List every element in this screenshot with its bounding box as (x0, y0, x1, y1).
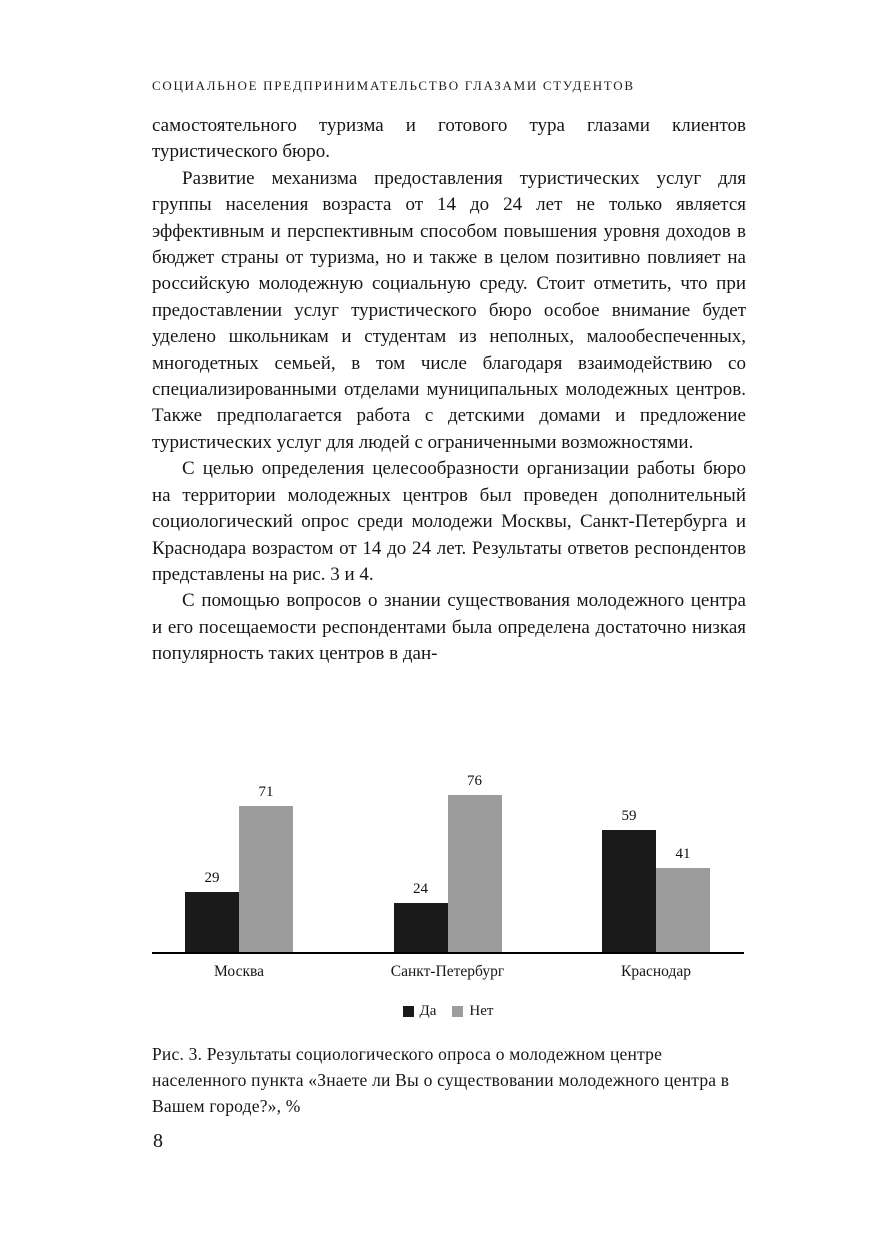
bar-rect (239, 806, 293, 952)
legend-label: Нет (469, 1003, 494, 1019)
figure-caption: Рис. 3. Результаты социологического опроса о молодежном центре населенного пункта «Знаете ли Вы о существовании молодежного центра в Вашем городе?», % (152, 1044, 730, 1116)
page-number: 8 (153, 1130, 163, 1152)
legend-item-Да (403, 1003, 437, 1020)
bar-rect (185, 892, 239, 952)
bar-Да-Москва (185, 870, 239, 952)
bar-rect (656, 868, 710, 952)
bar-Да-Краснодар (602, 808, 656, 952)
figure-3-chart (152, 770, 744, 1020)
bar-rect (394, 903, 448, 952)
bar-Нет-Краснодар (656, 846, 710, 952)
bar-rect (448, 795, 502, 952)
bar-Нет-Санкт-Петербург (448, 773, 502, 952)
body-paragraph-2: Развитие механизма предоставления туристических услуг для группы населения возраста от 14 до 24 лет не только является эффективным и перспективным способом повышения уровня доходов в бюджет страны от туризма, но и также в целом позитивно повлияет на российскую молодежную социальную среду. Стоит отметить, что при предоставлении услуг туристического бюро особое внимание будет уделено школьникам и студентам из неполных, малообеспеченных, многодетных семьей, в том числе благодаря взаимодействию со специализированными отделами муниципальных молодежных центров. Также предполагается работа с детскими домами и предложение туристических услуг для людей с ограниченными возможностями. (152, 167, 746, 453)
body-text-column (152, 113, 746, 668)
chart-category-labels (152, 954, 744, 981)
body-paragraph-3: С целью определения целесообразности организации работы бюро на территории молодежных центров был проведен дополнительный социологический опрос среди молодежи Москвы, Санкт-Петербурга и Краснодара возрастом от 14 до 24 лет. Результаты ответов респондентов представлены на рис. 3 и 4. (152, 458, 746, 585)
bar-group-1 (394, 773, 502, 952)
running-header: СОЦИАЛЬНОЕ ПРЕДПРИНИМАТЕЛЬСТВО ГЛАЗАМИ СТУДЕНТОВ (152, 78, 635, 93)
legend-item-Нет (452, 1003, 493, 1020)
chart-plot-area (152, 770, 744, 952)
bar-value-label: 76 (467, 773, 482, 789)
bar-value-label: 24 (413, 881, 428, 897)
bar-value-label: 59 (621, 808, 637, 824)
legend-label: Да (419, 1003, 437, 1019)
bar-rect (602, 830, 656, 952)
bar-value-label: 29 (204, 870, 220, 886)
bar-Да-Санкт-Петербург (394, 881, 448, 952)
category-label-0: Москва (214, 963, 264, 980)
body-paragraph-1: самостоятельного туризма и готового тура глазами клиентов туристического бюро. (152, 115, 746, 163)
chart-legend (152, 1003, 744, 1020)
legend-swatch (403, 1006, 414, 1017)
bar-group-0 (185, 784, 293, 952)
bar-Нет-Москва (239, 784, 293, 952)
category-label-1: Санкт-Петербург (390, 963, 505, 980)
category-label-2: Краснодар (621, 963, 691, 980)
bar-group-2 (602, 808, 710, 952)
legend-swatch (452, 1006, 463, 1017)
bar-value-label: 71 (258, 784, 274, 800)
bar-value-label: 41 (675, 846, 691, 862)
body-paragraph-4: С помощью вопросов о знании существования молодежного центра и его посещаемости респондентами была определена достаточно низкая популярность таких центров в дан- (152, 590, 746, 665)
